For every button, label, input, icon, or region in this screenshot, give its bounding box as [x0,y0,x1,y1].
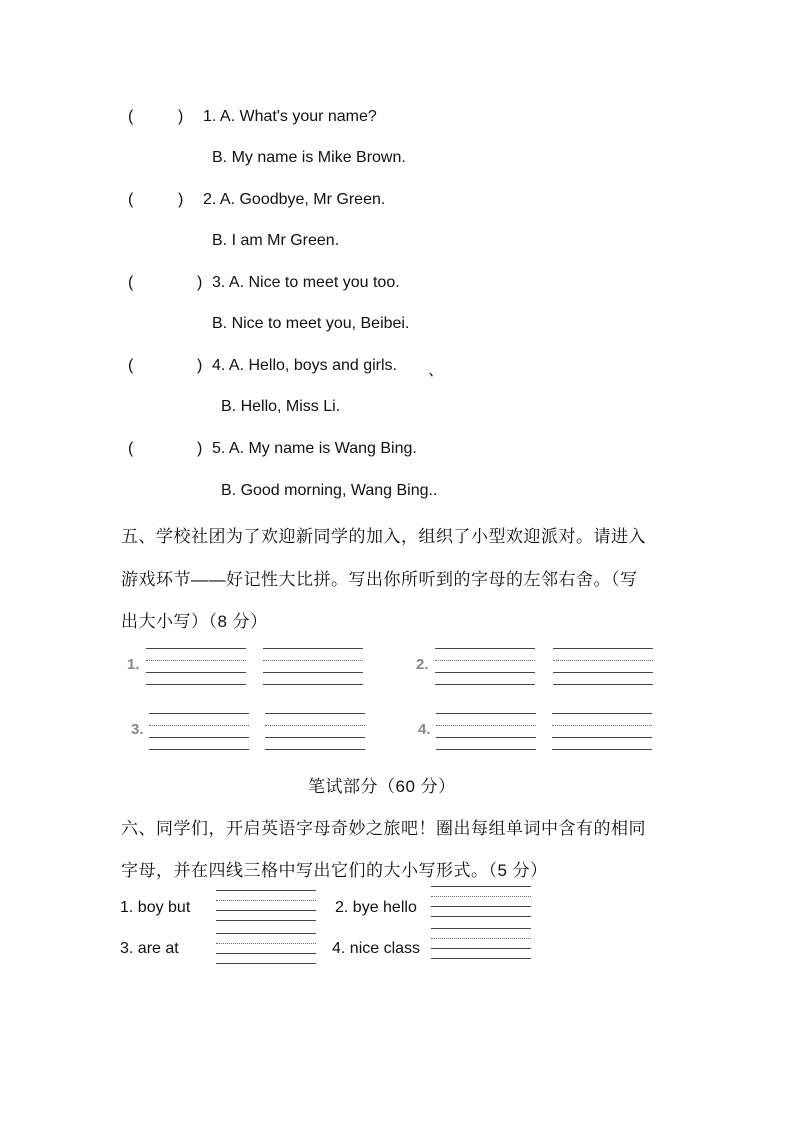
option-a: 2. A. Goodbye, Mr Green. [203,191,386,208]
writing-lines[interactable] [146,648,246,684]
item-number: 4. [418,721,431,738]
writing-lines[interactable] [265,713,365,749]
option-b: B. I am Mr Green. [212,232,340,249]
option-a: 3. A. Nice to meet you too. [212,274,400,291]
word-group: 3. are at [120,940,179,957]
section-5-instruction-line3: 出大小写）（8 分） [121,612,268,631]
answer-paren-close: ) [197,274,203,291]
answer-paren-open: ( [128,357,134,374]
answer-paren-close: ) [178,108,184,125]
answer-paren-open: ( [128,440,134,457]
option-a: 4. A. Hello, boys and girls. [212,357,397,374]
item-number: 3. [131,721,144,738]
section-6-instruction-line2: 字母，并在四线三格中写出它们的大小写形式。（5 分） [121,861,548,880]
writing-lines[interactable] [552,713,652,749]
section-6-instruction-line1: 六、同学们，开启英语字母奇妙之旅吧！圈出每组单词中含有的相同 [121,819,646,838]
answer-paren-open: ( [128,274,134,291]
writing-lines[interactable] [435,648,535,684]
option-a: 1. A. What's your name? [203,108,377,125]
writing-lines[interactable] [216,890,316,926]
option-a: 5. A. My name is Wang Bing. [212,440,417,457]
stray-mark: 、 [428,362,445,379]
writing-lines[interactable] [431,928,531,964]
word-group: 4. nice class [332,940,421,957]
option-b: B. Nice to meet you, Beibei. [212,315,410,332]
writing-lines[interactable] [436,713,536,749]
section-5-instruction-line1: 五、学校社团为了欢迎新同学的加入，组织了小型欢迎派对。请进入 [121,527,646,546]
written-part-title: 笔试部分（60 分） [308,777,456,796]
word-group: 1. boy but [120,899,191,916]
answer-paren-close: ) [197,357,203,374]
writing-lines[interactable] [553,648,653,684]
answer-paren-open: ( [128,108,134,125]
word-group: 2. bye hello [335,899,417,916]
answer-paren-close: ) [178,191,184,208]
writing-lines[interactable] [263,648,363,684]
answer-paren-close: ) [197,440,203,457]
writing-lines[interactable] [216,933,316,969]
option-b: B. Hello, Miss Li. [221,398,341,415]
writing-lines[interactable] [149,713,249,749]
option-b: B. Good morning, Wang Bing.. [221,482,438,499]
option-b: B. My name is Mike Brown. [212,149,406,166]
writing-lines[interactable] [431,886,531,922]
answer-paren-open: ( [128,191,134,208]
item-number: 2. [416,656,429,673]
section-5-instruction-line2: 游戏环节——好记性大比拼。写出你所听到的字母的左邻右舍。（写 [121,570,638,589]
item-number: 1. [127,656,140,673]
